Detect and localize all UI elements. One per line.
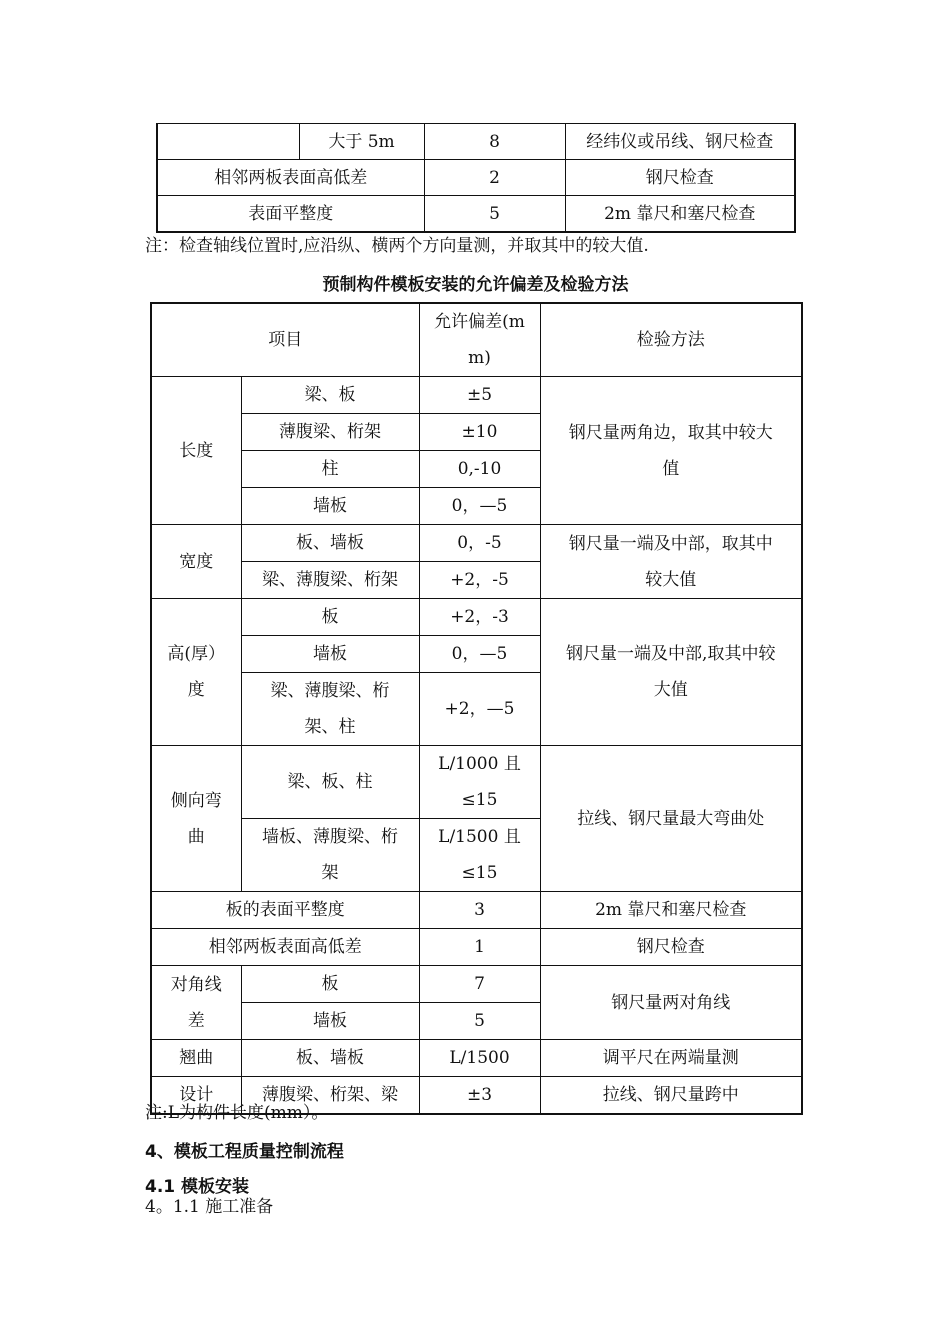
table-cell: 2 [424,160,565,196]
tolerance-table [150,302,803,1115]
table-cell: 板、墙板 [241,1040,419,1077]
table-cell: +2，-3 [419,599,540,636]
table-cell: 板 [241,599,419,636]
table-cell: 0，—5 [419,636,540,673]
table-row [151,599,802,636]
table-cell [157,124,299,160]
table-cell: +2，—5 [419,673,540,746]
table-row [157,124,795,160]
method-width [540,525,802,599]
table-cell: 钢尺检查 [565,160,795,196]
header-item: 项目 [151,303,419,377]
table-cell: 相邻两板表面高低差 [157,160,424,196]
table-cell: 薄腹梁、桁架、梁 [241,1077,419,1115]
group-label-warp: 翘曲 [151,1040,241,1077]
table-cell: ±10 [419,414,540,451]
table-cell: 0，-5 [419,525,540,562]
method-line: 值 [662,458,680,479]
subsection-heading: 4.1 模板安装 [145,1177,250,1197]
cell-line: 架 [321,863,339,883]
table-cell: 梁、板、柱 [241,746,419,819]
group-label-diagonal [151,966,241,1040]
table-cell: 7 [419,966,540,1003]
table-cell: 拉线、钢尺量跨中 [540,1077,802,1115]
table-cell: 表面平整度 [157,196,424,233]
table-cell: ±3 [419,1077,540,1115]
table-header-row [151,303,802,377]
cell-line: ≤15 [461,790,498,810]
table-cell: 5 [424,196,565,233]
table-cell: +2，-5 [419,562,540,599]
cell-line: 架、柱 [304,717,356,737]
method-length [540,377,802,525]
table-cell [241,673,419,746]
group-label-width: 宽度 [151,525,241,599]
table-cell: 0，—5 [419,488,540,525]
table-row [157,160,795,196]
table-cell: 梁、板 [241,377,419,414]
table-cell [419,819,540,892]
method-bend: 拉线、钢尺量最大弯曲处 [540,746,802,892]
table-cell: 柱 [241,451,419,488]
method-line: 钢尺量一端及中部，取其中 [568,533,773,554]
group-label-line: 度 [187,680,205,700]
table-row [157,196,795,233]
subsubsection-heading: 4。1.1 施工准备 [145,1197,274,1217]
group-label-line: 对角线 [170,974,222,995]
table-row [151,966,802,1003]
method-height [540,599,802,746]
table-cell: L/1500 [419,1040,540,1077]
header-method: 检验方法 [540,303,802,377]
table-note: 注：检查轴线位置时,应沿纵、横两个方向量测，并取其中的较大值. [145,236,649,256]
table-cell: 板 [241,966,419,1003]
table-cell: 1 [419,929,540,966]
method-line: 大值 [653,680,688,700]
method-line: 钢尺量一端及中部,取其中较 [566,644,776,664]
header-deviation-line: m) [468,348,491,368]
method-line: 钢尺量两角边，取其中较大 [568,422,773,443]
table-cell: 8 [424,124,565,160]
table-cell: 经纬仪或吊线、钢尺检查 [565,124,795,160]
cell-line: 墙板、薄腹梁、桁 [262,827,398,847]
group-label-height [151,599,241,746]
table-row [151,525,802,562]
table-note: 注:L为构件长度(mm）。 [145,1103,329,1123]
table-cell: 调平尺在两端量测 [540,1040,802,1077]
group-label-line: 高(厚） [167,644,226,664]
table-row [151,892,802,929]
table-row [151,377,802,414]
table-row [151,1040,802,1077]
method-diagonal: 钢尺量两对角线 [540,966,802,1040]
group-label-design: 设计 [151,1077,241,1115]
table-title: 预制构件模板安装的允许偏差及检验方法 [322,275,629,295]
table-cell: 3 [419,892,540,929]
group-label-bend [151,746,241,892]
table-cell: 薄腹梁、桁架 [241,414,419,451]
table-cell: 相邻两板表面高低差 [151,929,419,966]
table-cell: 2m 靠尺和塞尺检查 [565,196,795,233]
table-row [151,746,802,819]
group-label-line: 侧向弯 [170,790,222,811]
table-row [151,929,802,966]
table-cell: 板、墙板 [241,525,419,562]
table-cell: 梁、薄腹梁、桁架 [241,562,419,599]
table-cell: 墙板 [241,636,419,673]
cell-line: 梁、薄腹梁、桁 [270,681,390,701]
section-heading: 4、模板工程质量控制流程 [145,1142,344,1162]
table-cell: 板的表面平整度 [151,892,419,929]
table-cell [241,819,419,892]
cell-line: L/1000 且 [438,754,521,774]
group-label-line: 曲 [187,826,205,847]
header-deviation-line: 允许偏差(m [434,312,525,332]
table-cell: 2m 靠尺和塞尺检查 [540,892,802,929]
header-deviation [419,303,540,377]
table-cell: 钢尺检查 [540,929,802,966]
table-cell: 墙板 [241,488,419,525]
table-cell: 大于 5m [299,124,424,160]
cell-line: ≤15 [461,863,498,883]
table-cell: 0,-10 [419,451,540,488]
method-line: 较大值 [645,569,697,590]
table-cell: 墙板 [241,1003,419,1040]
table-cell: 5 [419,1003,540,1040]
table-cell [419,746,540,819]
group-label-length: 长度 [151,377,241,525]
table-cell: ±5 [419,377,540,414]
group-label-line: 差 [187,1010,205,1031]
cell-line: L/1500 且 [438,827,521,847]
continuation-table [156,123,796,233]
